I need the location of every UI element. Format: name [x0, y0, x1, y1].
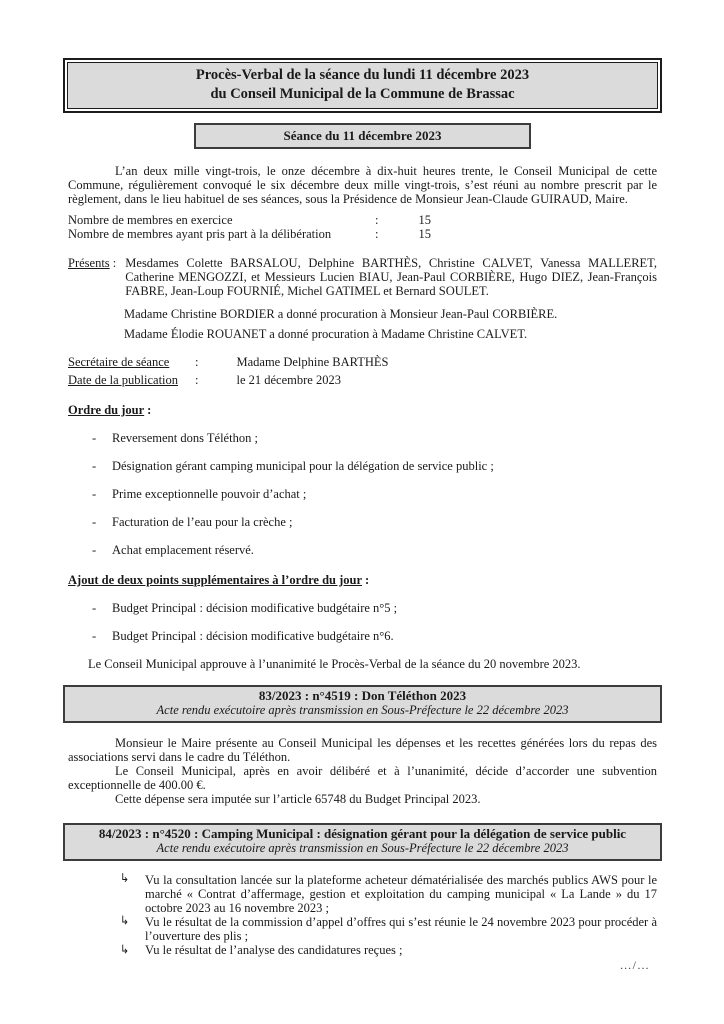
deliberation-83-body [68, 736, 657, 806]
deliberation-83-box [63, 685, 662, 723]
deliberation-83-exec-note: Acte rendu exécutoire après transmission en Sous-Préfecture le 22 décembre 2023 [156, 703, 569, 717]
members-in-office-row [68, 213, 657, 227]
dash-bullet: - [92, 431, 97, 445]
publication-date-label: Date de la publication [68, 373, 179, 387]
deliberation-83-paragraph: Cette dépense sera imputée sur l’article 65748 du Budget Principal 2023. [115, 792, 481, 806]
agenda-item [68, 515, 657, 529]
dash-bullet: - [92, 629, 97, 643]
proxy-line-2: Madame Élodie ROUANET a donné procuration à Madame Christine CALVET. [124, 327, 528, 341]
dash-bullet: - [92, 543, 97, 557]
agenda-title: Ordre du jour : [68, 403, 152, 417]
curved-arrow-bullet-icon: ↳ [120, 913, 130, 928]
meta-block [68, 355, 657, 387]
deliberation-83-paragraph: Le Conseil Municipal, après en avoir délibéré et à l’unanimité, décide d’accorder une subvention exceptionnelle de 400.00 €. [68, 764, 657, 792]
agenda-item-text: Désignation gérant camping municipal pour la délégation de service public ; [112, 459, 494, 473]
agenda-item [68, 487, 657, 501]
secretary-label: Secrétaire de séance [68, 355, 170, 369]
dash-bullet: - [92, 459, 97, 473]
members-deliberating-label: Nombre de membres ayant pris part à la délibération [68, 227, 332, 241]
agenda-item [68, 459, 657, 473]
dash-bullet: - [92, 515, 97, 529]
title-line-2: du Conseil Municipal de la Commune de Brassac [210, 86, 515, 102]
additional-item-text: Budget Principal : décision modificative budgétaire n°5 ; [112, 601, 398, 615]
additional-points-title: Ajout de deux points supplémentaires à l’ordre du jour : [68, 573, 370, 587]
curved-arrow-bullet-icon: ↳ [120, 870, 130, 886]
agenda-item [68, 431, 657, 445]
colon-separator: : [375, 227, 379, 241]
vu-item-text: Vu le résultat de l’analyse des candidatures reçues ; [145, 943, 403, 957]
secretary-row [68, 355, 657, 369]
members-count-block [68, 213, 657, 241]
colon-separator: : [375, 213, 379, 227]
deliberation-83-paragraph: Monsieur le Maire présente au Conseil Municipal les dépenses et les recettes générées lors du repas des associations servi dans le cadre du Téléthon. [68, 736, 657, 764]
members-deliberating-value: 15 [418, 227, 431, 241]
colon-separator: : [195, 373, 199, 387]
presents-block [68, 256, 657, 298]
colon-separator: : [147, 403, 152, 417]
deliberation-84-title: 84/2023 : n°4520 : Camping Municipal : désignation gérant pour la délégation de service public [98, 826, 627, 841]
additional-item [68, 601, 657, 615]
colon-separator: : [365, 573, 370, 587]
vu-item [120, 870, 657, 915]
title-box [63, 58, 662, 113]
additional-item-text: Budget Principal : décision modificative budgétaire n°6. [112, 629, 394, 643]
vu-item [120, 915, 657, 943]
session-box [194, 123, 531, 149]
approval-paragraph: Le Conseil Municipal approuve à l’unanimité le Procès-Verbal de la séance du 20 novembre 2023. [88, 657, 581, 671]
agenda-item [68, 543, 657, 557]
vu-item-text: Vu le résultat de la commission d’appel d’offres qui s’est réunie le 24 novembre 2023 pour procéder à l’ouverture des plis ; [145, 915, 657, 943]
colon-separator: : [112, 256, 117, 270]
deliberation-84-box [63, 823, 662, 861]
vu-item [120, 943, 657, 957]
colon-separator: : [195, 355, 199, 369]
publication-date-row [68, 373, 657, 387]
members-in-office-label: Nombre de membres en exercice [68, 213, 233, 227]
dash-bullet: - [92, 487, 97, 501]
agenda-item-text: Prime exceptionnelle pouvoir d’achat ; [112, 487, 307, 501]
intro-paragraph: L’an deux mille vingt-trois, le onze décembre à dix-huit heures trente, le Conseil Municipal de cette Commune, régulièrement convoqué le six décembre deux mille vingt-trois, s’est réuni au nombre prescrit par le règlement, dans le lieu habituel de ses séances, sous la Présidence de Monsieur Jean-Claude GUIRAUD, Maire. [68, 164, 657, 206]
document-content [63, 58, 662, 957]
deliberation-83-title: 83/2023 : n°4519 : Don Téléthon 2023 [258, 688, 467, 703]
additional-item [68, 629, 657, 643]
publication-date-value: le 21 décembre 2023 [236, 373, 341, 387]
agenda-item-text: Achat emplacement réservé. [112, 543, 254, 557]
title-box-inner [67, 62, 658, 109]
deliberation-84-exec-note: Acte rendu exécutoire après transmission en Sous-Préfecture le 22 décembre 2023 [156, 841, 569, 855]
proxy-line-1: Madame Christine BORDIER a donné procuration à Monsieur Jean-Paul CORBIÈRE. [124, 307, 558, 321]
vu-item-text: Vu la consultation lancée sur la plateforme acheteur dématérialisée des marchés publics AWS pour le marché « Contrat d’affermage, gestion et exploitation du camping municipal « La Lande » du 17 octobre 2023 au 16 novembre 2023 ; [145, 873, 657, 915]
members-deliberating-row [68, 227, 657, 241]
dash-bullet: - [92, 601, 97, 615]
continuation-mark: …/… [619, 958, 650, 972]
session-title: Séance du 11 décembre 2023 [283, 128, 442, 143]
presents-label: Présents : [68, 256, 117, 270]
secretary-value: Madame Delphine BARTHÈS [236, 355, 389, 369]
presents-names: Mesdames Colette BARSALOU, Delphine BARTHÈS, Christine CALVET, Vanessa MALLERET, Catherine MENGOZZI, et Messieurs Lucien BIAU, Jean-Paul CORBIÈRE, Hugo DIEZ, Jean-François FABRE, Jean-Loup FOURNIÉ, Michel GATIMEL et Bernard SOULET. [125, 256, 657, 298]
members-in-office-value: 15 [418, 213, 431, 227]
title-line-1: Procès-Verbal de la séance du lundi 11 décembre 2023 [195, 67, 530, 83]
curved-arrow-bullet-icon: ↳ [120, 942, 130, 957]
agenda-item-text: Facturation de l’eau pour la crèche ; [112, 515, 293, 529]
agenda-item-text: Reversement dons Téléthon ; [112, 431, 258, 445]
deliberation-84-considerations [120, 870, 657, 957]
